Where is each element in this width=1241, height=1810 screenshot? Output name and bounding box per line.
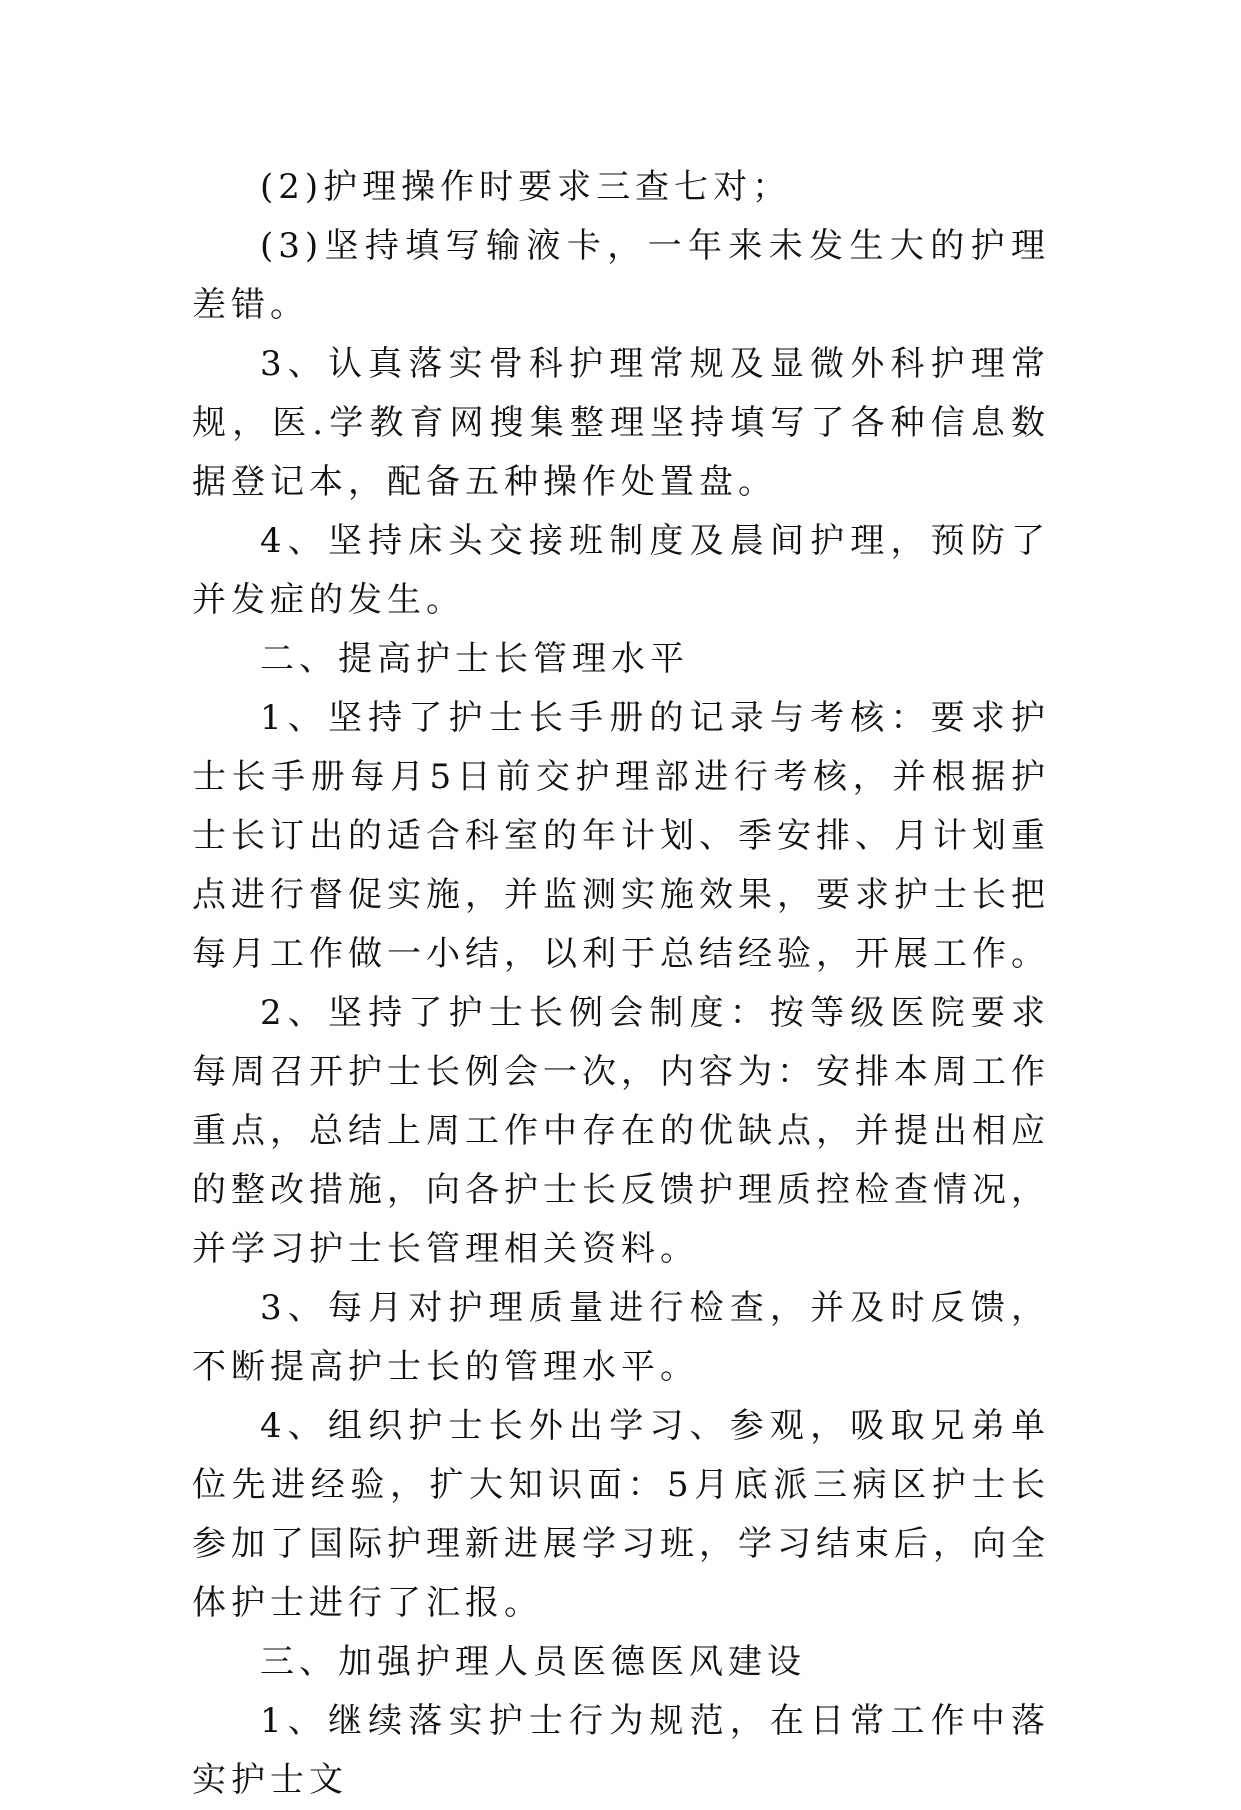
paragraph-behavior-standard: 1、继续落实护士行为规范，在日常工作中落实护士文 (192, 1701, 1050, 1800)
paragraph-monthly-quality-check: 3、每月对护理质量进行检查，并及时反馈，不断提高护士长的管理水平。 (192, 1288, 1050, 1387)
section-heading-head-nurse-management: 二、提高护士长管理水平 (260, 639, 689, 679)
paragraph-orthopedic-routine: 3、认真落实骨科护理常规及显微外科护理常规，医.学教育网搜集整理坚持填写了各种信息数据登记本，配备五种操作处置盘。 (192, 344, 1050, 502)
paragraph-head-nurse-handbook: 1、坚持了护士长手册的记录与考核：要求护士长手册每月5日前交护理部进行考核，并根据护士长订出的适合科室的年计划、季安排、月计划重点进行督促实施，并监测实施效果，要求护士长把每月工作做一小结，以利于总结经验，开展工作。 (192, 698, 1050, 974)
paragraph-infusion-card: (3)坚持填写输液卡，一年来未发生大的护理差错。 (192, 226, 1050, 325)
section-heading-medical-ethics: 三、加强护理人员医德医风建设 (260, 1642, 806, 1682)
paragraph-check-rule: (2)护理操作时要求三查七对； (260, 167, 792, 207)
paragraph-shift-handover: 4、坚持床头交接班制度及晨间护理，预防了并发症的发生。 (192, 521, 1050, 620)
paragraph-external-study: 4、组织护士长外出学习、参观，吸取兄弟单位先进经验，扩大知识面：5月底派三病区护士长参加了国际护理新进展学习班，学习结束后，向全体护士进行了汇报。 (192, 1406, 1050, 1623)
paragraph-head-nurse-meeting: 2、坚持了护士长例会制度：按等级医院要求每周召开护士长例会一次，内容为：安排本周工作重点，总结上周工作中存在的优缺点，并提出相应的整改措施，向各护士长反馈护理质控检查情况，并学习护士长管理相关资料。 (192, 993, 1050, 1269)
document-body (192, 158, 1050, 1810)
